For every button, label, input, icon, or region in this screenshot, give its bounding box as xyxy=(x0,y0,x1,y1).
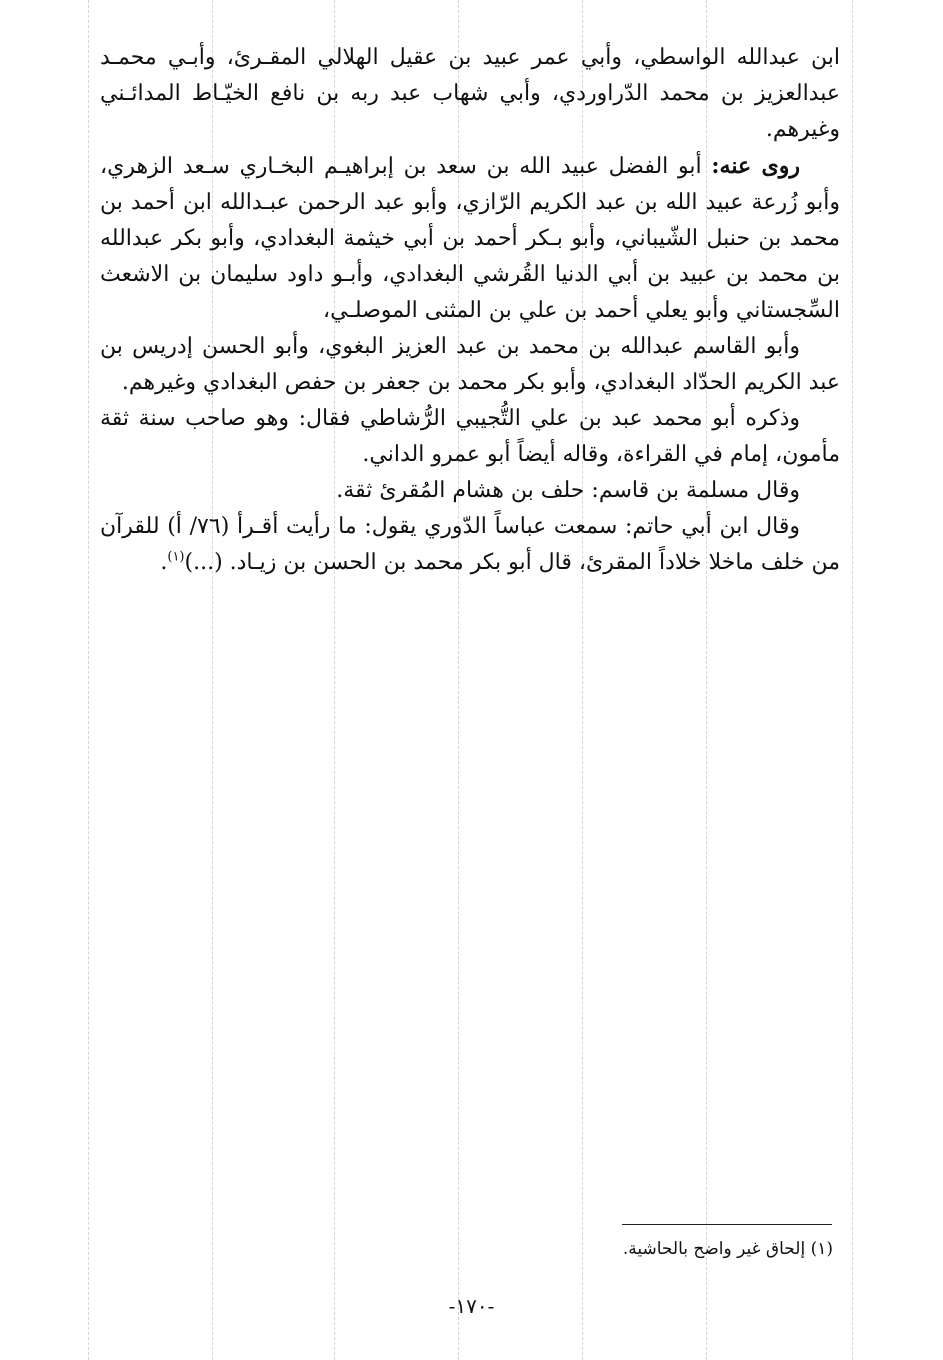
paragraph-tail: . xyxy=(160,550,168,575)
paragraph-maslama xyxy=(100,473,840,509)
footnote: (١) إلحاق غير واضح بالحاشية. xyxy=(622,1239,833,1259)
paragraph-teachers-continued xyxy=(100,40,840,148)
paragraph-text: ابن عبدالله الواسطي، وأبي عمر عبيد بن عقيل الهلالي المقـرئ، وأبـي محمـد عبدالعزيز بن محمد الدّراوردي، وأبي شهاب عبد ربه بن نافع الخيّـاط المدائـني وغيرهم. xyxy=(100,45,840,142)
paragraph-text: أبو الفضل عبيد الله بن سعد بن إبراهيـم البخـاري سـعد الزهري، وأبو زُرعة عبيد الله بن عبد الكريم الرّازي، وأبو عبد الرحمن عبـدالله ابن أحمد بن محمد بن حنبل الشّيباني، وأبو بـكر أحمد بن أبي خيثمة البغدادي، وأبو بكر عبدالله بن محمد بن عبيد بن أبي الدنيا القُرشي البغدادي، وأبـو داود سليمان بن الاشعث السِّجستاني وأبو يعلي أحمد بن علي بن المثنى الموصلـي، xyxy=(100,154,840,323)
footnote-reference[interactable]: (١) xyxy=(167,549,185,565)
paragraph-students-continued xyxy=(100,329,840,401)
paragraph-text: وذكره أبو محمد عبد بن علي التُّجيبي الرُّشاطي فقال: وهو صاحب سنة ثقة مأمون، إمام في القراءة، وقاله أيضاً أبو عمرو الداني. xyxy=(100,406,840,467)
footnote-divider xyxy=(622,1224,832,1225)
paragraph-text: وأبو القاسم عبدالله بن محمد بن عبد العزيز البغوي، وأبو الحسن إدريس بن عبد الكريم الحدّاد البغدادي، وأبو بكر محمد بن جعفر بن حفص البغدادي وغيرهم. xyxy=(100,334,840,395)
paragraph-ibn-abi-hatim xyxy=(100,509,840,581)
paragraph-students xyxy=(100,148,840,329)
margin-guide-left xyxy=(88,0,89,1360)
paragraph-text: وقال ابن أبي حاتم: سمعت عباساً الدّوري يقول: ما رأيت أقـرأ (٧٦/ أ) للقرآن من خلف ماخلا خلاداً المقرئ، قال أبو بكر محمد بن الحسن بن زيـاد. (...) xyxy=(100,514,840,575)
margin-guide-right xyxy=(852,0,853,1360)
paragraph-lead: روى عنه: xyxy=(711,153,801,179)
page-number: -١٧٠- xyxy=(448,1294,495,1318)
page-body xyxy=(100,40,840,581)
paragraph-text: وقال مسلمة بن قاسم: حلف بن هشام المُقرئ ثقة. xyxy=(336,478,800,503)
paragraph-rushati xyxy=(100,401,840,473)
